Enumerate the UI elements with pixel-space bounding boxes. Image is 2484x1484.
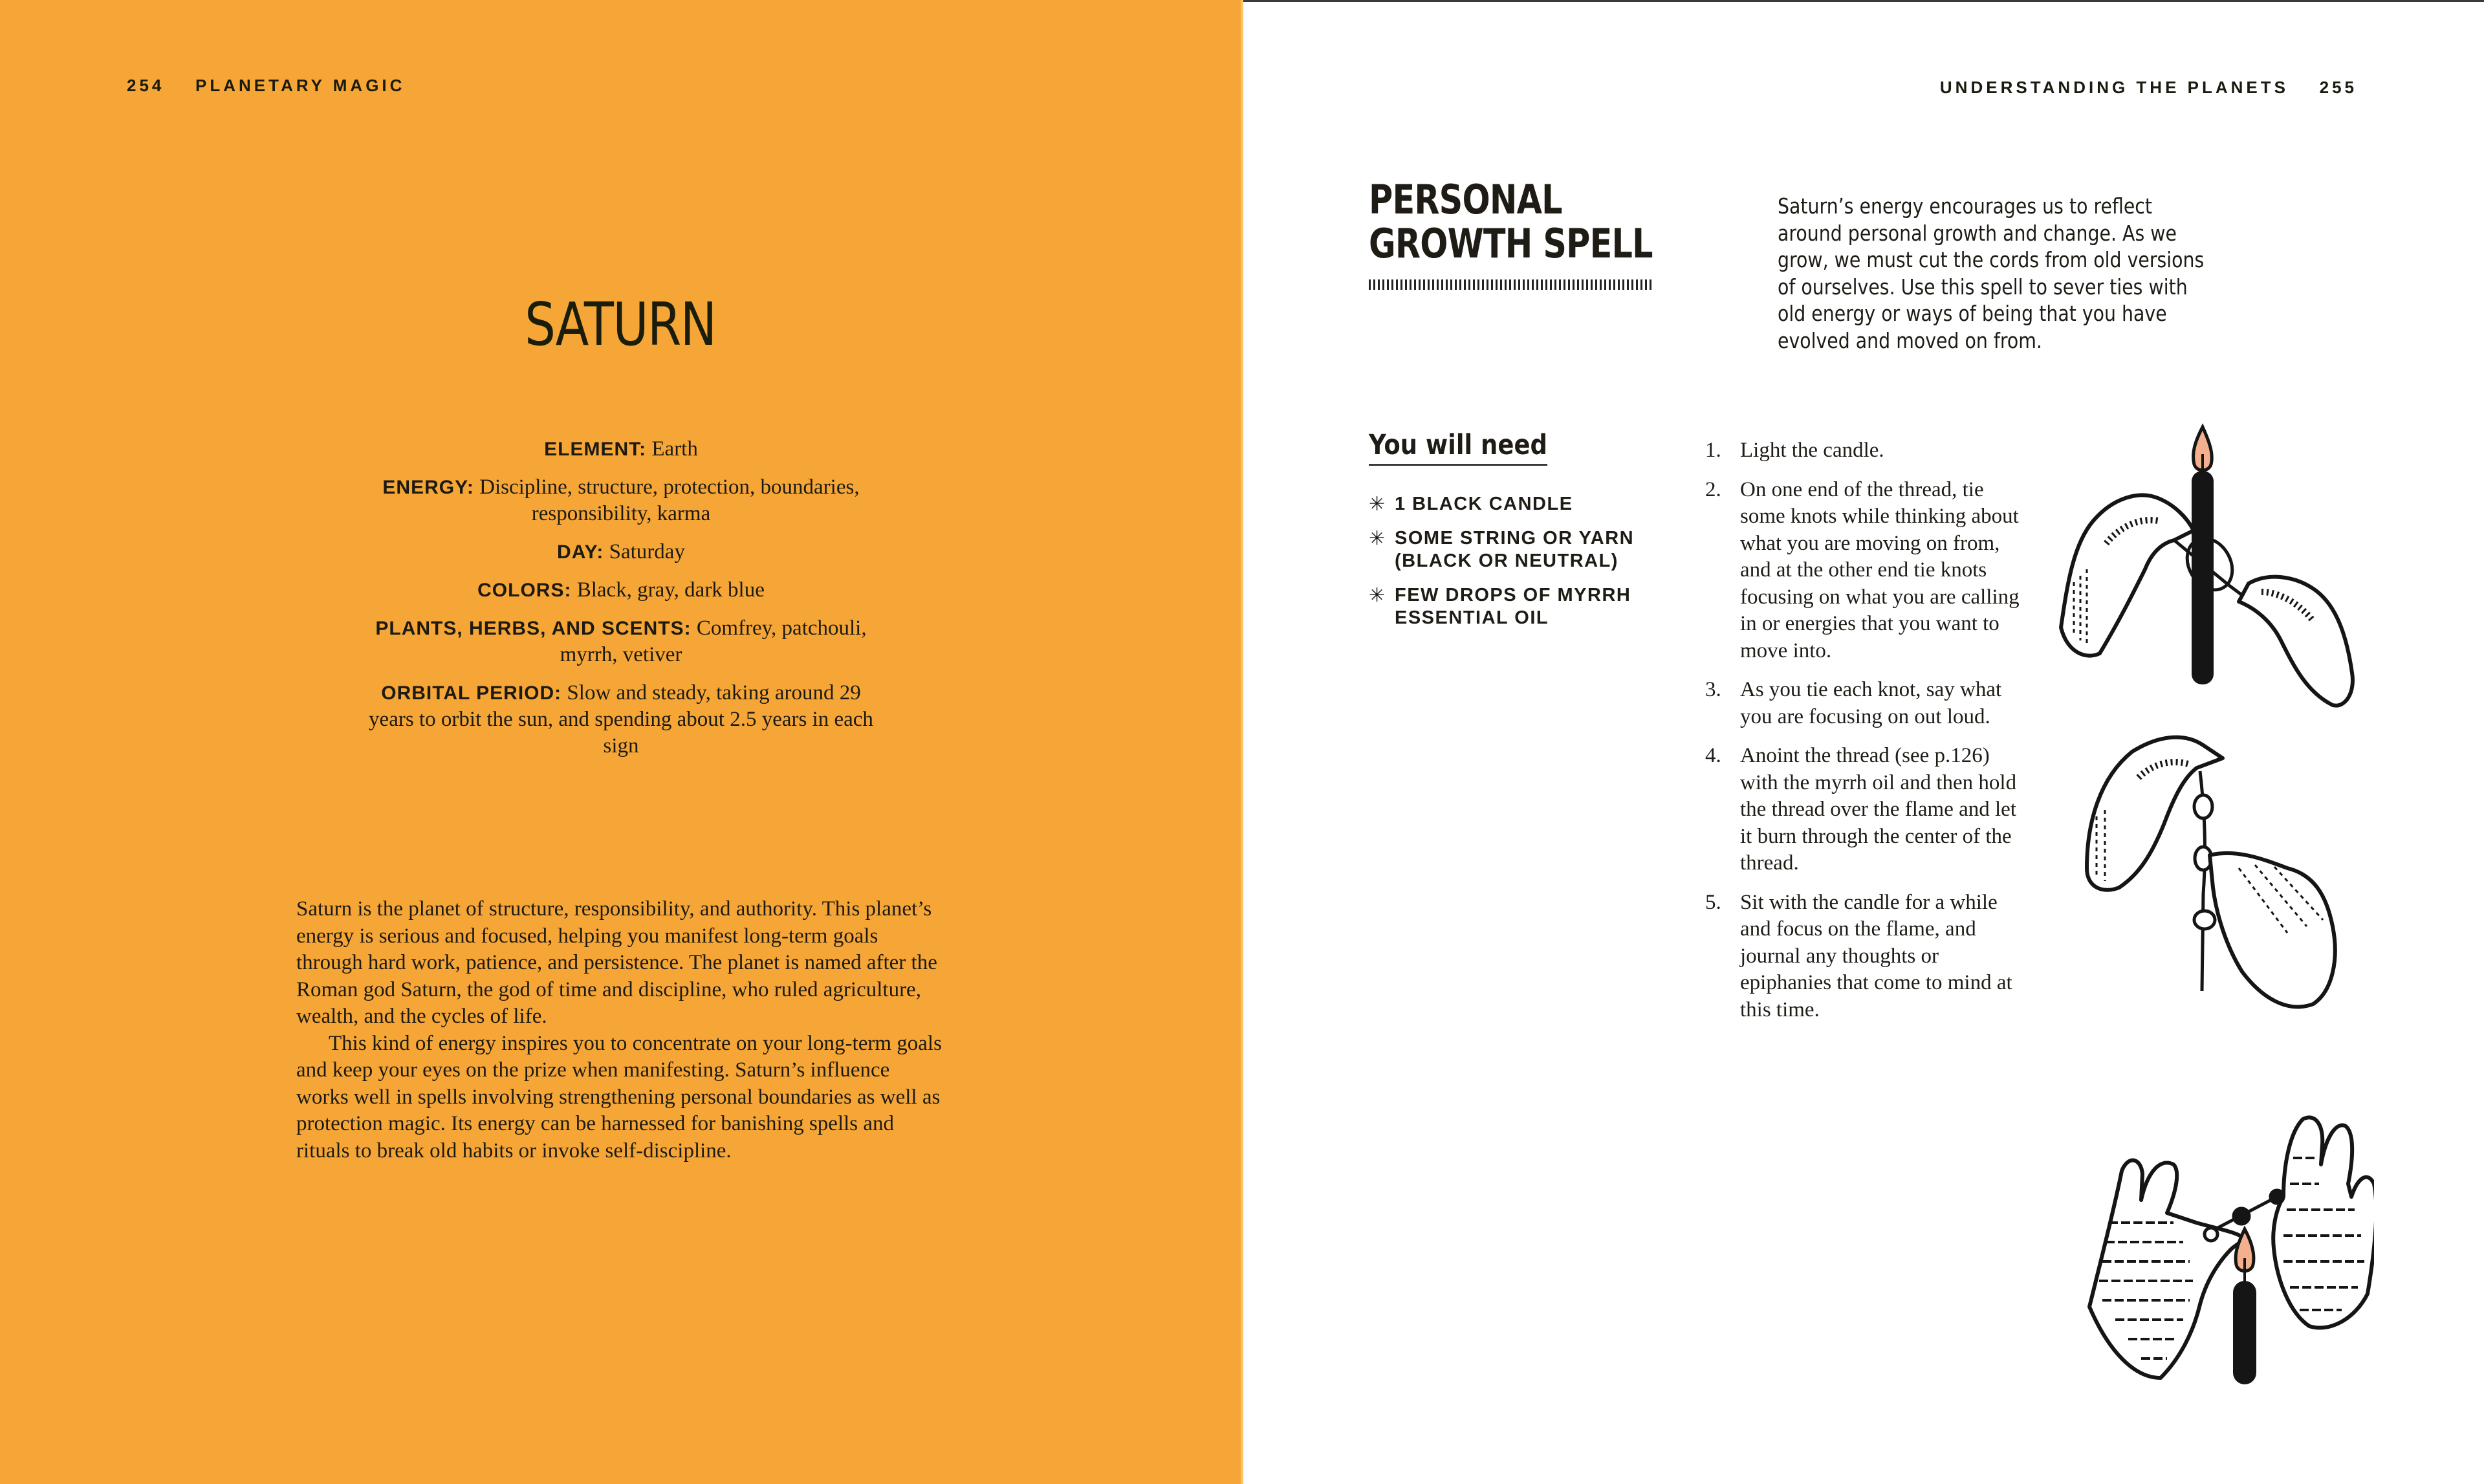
asterisk-bullet-icon: ✳ (1369, 528, 1386, 549)
running-head: PLANETARY MAGIC (195, 76, 406, 95)
spell-steps (1705, 437, 2029, 1036)
asterisk-bullet-icon: ✳ (1369, 494, 1386, 515)
ingredient-text: SOME STRING OR YARN (BLACK OR NEUTRAL) (1395, 528, 1635, 571)
step-item (1705, 677, 2029, 730)
step-item (1705, 889, 2029, 1024)
planet-facts (362, 436, 880, 771)
fact-orbital-period (362, 680, 880, 759)
ingredient-item (1369, 493, 1640, 516)
paragraph: This kind of energy inspires you to concentrate on your long-term goals and keep your eyes on the prize when manifesting. Saturn’s influence works well in spells involving strengthening personal boundaries as well as protection magic. Its energy can be harnessed for banishing spells and rituals to break old habits or invoke self-discipline. (296, 1031, 942, 1162)
page-number: 254 (127, 76, 165, 95)
fact-value: Discipline, structure, protection, boundaries, responsibility, karma (474, 475, 860, 525)
spell-title (1369, 178, 1653, 266)
hands-tying-knot-candle-illustration (2048, 414, 2365, 712)
step-number: 5. (1705, 890, 1721, 914)
fact-label: ENERGY: (382, 477, 474, 498)
you-will-need-heading: You will need (1369, 429, 1547, 466)
ingredient-item (1369, 584, 1640, 629)
left-hand-icon (2089, 1161, 2245, 1378)
hands-holding-knotted-thread-illustration (2067, 719, 2352, 1017)
decorative-tick-rule (1369, 279, 1653, 290)
ingredient-text: 1 BLACK CANDLE (1395, 494, 1573, 514)
left-hand-icon (2061, 495, 2194, 655)
fact-value: Saturday (604, 540, 685, 563)
running-head: UNDERSTANDING THE PLANETS (1939, 78, 2289, 97)
fact-colors (362, 577, 880, 604)
fact-value: Earth (646, 437, 698, 461)
step-number: 2. (1705, 477, 1721, 501)
fact-label: DAY: (557, 541, 604, 563)
fact-label: ORBITAL PERIOD: (381, 682, 562, 704)
step-text: Light the candle. (1740, 439, 1884, 462)
fact-day (362, 539, 880, 565)
step-text: As you tie each knot, say what you are focusing on out loud. (1740, 678, 2002, 728)
right-hand-icon (2239, 577, 2353, 706)
step-text: Sit with the candle for a while and focus on the flame, and journal any thoughts or epiphanies that come to mind at this time. (1740, 890, 2012, 1021)
step-number: 1. (1705, 439, 1721, 462)
planet-title: SATURN (525, 290, 716, 359)
fact-plants (362, 615, 880, 668)
fact-label: PLANTS, HERBS, AND SCENTS: (375, 618, 692, 639)
spell-intro: Saturn’s energy encourages us to reflect around personal growth and change. As we grow, we must cut the cords from old versions of ourselves. Use this spell to sever ties with old energy or ways of being that you have evolved and moved on from. (1778, 193, 2205, 353)
hands-burning-thread-over-candle-illustration (2070, 1093, 2374, 1391)
ingredients-list (1369, 493, 1640, 641)
fact-element (362, 436, 880, 463)
planet-description (296, 896, 943, 1164)
lower-hand-icon (2210, 853, 2335, 1007)
page-number: 255 (2319, 78, 2357, 97)
fact-energy (362, 474, 880, 527)
left-page (0, 0, 1241, 1484)
right-hand-icon (2273, 1117, 2374, 1327)
step-item (1705, 743, 2029, 877)
step-number: 3. (1705, 678, 1721, 701)
step-item (1705, 437, 2029, 464)
spell-title-line: PERSONAL (1369, 176, 1562, 223)
step-item (1705, 477, 2029, 665)
fact-value: Black, gray, dark blue (571, 578, 765, 602)
asterisk-bullet-icon: ✳ (1369, 585, 1386, 606)
candle-icon (2233, 1229, 2256, 1384)
step-text: Anoint the thread (see p.126) with the myrrh oil and then hold the thread over the flame and let it burn through the center of the thread. (1740, 744, 2017, 875)
step-number: 4. (1705, 744, 1721, 767)
fact-label: ELEMENT: (544, 439, 647, 460)
fact-label: COLORS: (477, 580, 572, 601)
fact-value: Slow and steady, taking around 29 years to orbit the sun, and spending about 2.5 years in each sign (369, 681, 873, 758)
ingredient-item (1369, 527, 1640, 573)
fact-value: Comfrey, patchouli, myrrh, vetiver (560, 617, 867, 666)
ingredient-text: FEW DROPS OF MYRRH ESSENTIAL OIL (1395, 585, 1631, 628)
step-text: On one end of the thread, tie some knots while thinking about what you are moving on from, and at the other end tie knots focusing on what you are calling in or energies that you want to move into. (1740, 477, 2020, 662)
spell-title-line: GROWTH SPELL (1369, 220, 1653, 267)
paragraph: Saturn is the planet of structure, responsibility, and authority. This planet’s energy is serious and focused, helping you manifest long-term goals through hard work, patience, and persistence. The planet is named after the Roman god Saturn, the god of time and discipline, who ruled agriculture, wealth, and the cycles of life. (296, 897, 937, 1028)
